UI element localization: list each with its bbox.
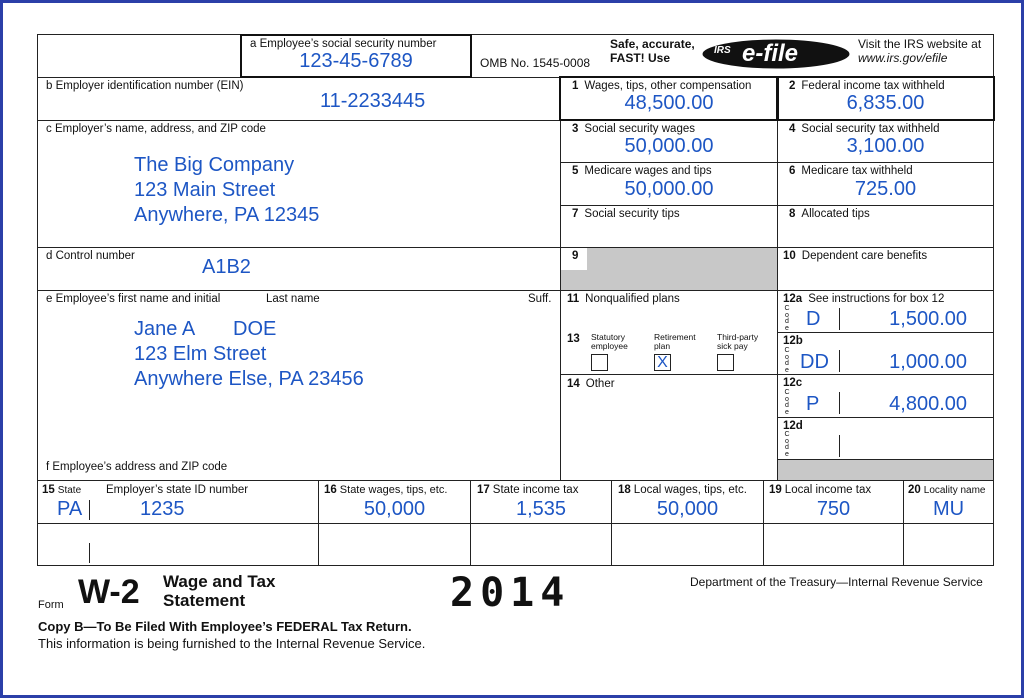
box-2-number: 2 [789, 80, 796, 92]
box-7-text: Social security tips [584, 208, 680, 220]
box-20-label [908, 484, 986, 497]
box-6-label [789, 165, 913, 178]
box-12d-code-label: C o d e [784, 431, 790, 458]
box-13-statutory-label [591, 333, 628, 351]
efile-logo-irs: IRS [714, 45, 731, 56]
box-12a-text: See instructions for box 12 [808, 293, 945, 305]
box-10-label [783, 250, 927, 263]
visit-line-1: Visit the IRS website at [858, 37, 982, 51]
efile-logo-text: e-file [742, 40, 799, 67]
box-5-text: Medicare wages and tips [584, 165, 712, 177]
box-17-number: 17 [477, 484, 490, 496]
box-12c-amount: 4,800.00 [889, 393, 967, 415]
retirement-line-1: Retirement [654, 332, 696, 342]
box-12b-code-label: C o d e [784, 347, 790, 374]
retirement-plan-checkbox[interactable]: X [654, 354, 671, 371]
box-20-text: Locality name [923, 485, 986, 496]
box-1-text: Wages, tips, other compensation [584, 80, 752, 92]
box-16-label [324, 484, 447, 497]
box-19-text: Local income tax [784, 484, 872, 496]
box-6-text: Medicare tax withheld [801, 165, 913, 177]
box-12d-number: 12d [783, 420, 803, 432]
sick-pay-line-1: Third-party [717, 332, 759, 342]
box-3-text: Social security wages [584, 123, 695, 135]
box-18-value: 50,000 [656, 498, 719, 520]
box-5-value: 50,000.00 [624, 178, 714, 200]
box-17-label [477, 484, 578, 497]
box-7-number: 7 [572, 208, 579, 220]
box-1-value: 48,500.00 [624, 92, 714, 114]
box-18-label [618, 484, 747, 497]
box-14-number: 14 [567, 378, 580, 390]
state-id-label: Employer’s state ID number [106, 484, 249, 496]
box-13-retirement-label [654, 333, 696, 351]
efile-logo [700, 37, 852, 71]
visit-link[interactable]: www.irs.gov/efile [858, 51, 948, 65]
box-20-number: 20 [908, 484, 921, 496]
statutory-employee-checkbox[interactable] [591, 354, 608, 371]
box-1-number: 1 [572, 80, 579, 92]
ein-value: 11-2233445 [320, 90, 426, 112]
box-12-shading [778, 460, 993, 480]
box-2-value: 6,835.00 [846, 92, 925, 114]
box-2-text: Federal income tax withheld [801, 80, 945, 92]
employer-street: 123 Main Street [134, 179, 276, 201]
statutory-line-2: employee [591, 341, 628, 351]
third-party-sick-pay-checkbox[interactable] [717, 354, 734, 371]
employee-street: 123 Elm Street [134, 343, 267, 365]
box-10-number: 10 [783, 250, 796, 262]
employee-address-label: f Employee’s address and ZIP code [46, 461, 228, 473]
employer-name: The Big Company [134, 154, 295, 176]
box-12c-number: 12c [783, 377, 803, 389]
box-16-number: 16 [324, 484, 337, 496]
ssn-value: 123-45-6789 [299, 50, 413, 72]
box-19-label [769, 484, 871, 497]
form-word: Form [38, 599, 64, 611]
copy-b-line: Copy B—To Be Filed With Employee’s FEDERAL Tax Return. [38, 619, 412, 634]
box-5-number: 5 [572, 165, 579, 177]
department-line: Department of the Treasury—Internal Revenue Service [690, 575, 983, 589]
box-15-label [42, 484, 81, 497]
statutory-line-1: Statutory [591, 332, 626, 342]
box-12a-code: D [806, 308, 821, 330]
box-12c-code: P [806, 393, 820, 415]
box-9-shading [587, 248, 777, 290]
control-number-label: d Control number [46, 250, 135, 262]
box-12a-label [783, 293, 944, 306]
control-number-value: A1B2 [202, 256, 251, 278]
box-4-number: 4 [789, 123, 796, 135]
box-20-value: MU [932, 498, 965, 520]
box-9-number: 9 [572, 250, 579, 262]
box-11-text: Nonqualified plans [585, 293, 680, 305]
omb-number: OMB No. 1545-0008 [480, 56, 591, 70]
box-5-label [572, 165, 712, 178]
box-8-number: 8 [789, 208, 796, 220]
box-13-sick-pay-label [717, 333, 758, 351]
box-3-value: 50,000.00 [624, 135, 714, 157]
box-7-label [572, 208, 680, 221]
furnished-info-line: This information is being furnished to the Internal Revenue Service. [38, 636, 426, 651]
employee-city: Anywhere Else, PA 23456 [134, 368, 364, 390]
box-14-label [567, 378, 615, 391]
box-12a-amount: 1,500.00 [889, 308, 967, 330]
ein-label: b Employer identification number (EIN) [46, 80, 244, 92]
form-title-line-1: Wage and Tax [163, 572, 276, 591]
box-12b-number: 12b [783, 335, 803, 347]
box-18-number: 18 [618, 484, 631, 496]
box-15-text: State [57, 485, 82, 496]
state-value: PA [57, 498, 83, 520]
box-6-number: 6 [789, 165, 796, 177]
promo-line-1: Safe, accurate, [610, 37, 695, 51]
box-17-value: 1,535 [515, 498, 567, 520]
box-13-number: 13 [567, 333, 580, 345]
box-16-value: 50,000 [363, 498, 426, 520]
sick-pay-line-2: sick pay [717, 341, 748, 351]
box-3-number: 3 [572, 123, 579, 135]
box-14-text: Other [585, 378, 615, 390]
ssn-label: a Employee’s social security number [250, 38, 437, 50]
employee-last-name-label: Last name [266, 293, 320, 305]
box-4-value: 3,100.00 [846, 135, 925, 157]
employer-name-label: c Employer’s name, address, and ZIP code [46, 123, 266, 135]
box-4-text: Social security tax withheld [801, 123, 940, 135]
employee-name-label: e Employee’s first name and initial [46, 293, 221, 305]
promo-line-2: FAST! Use [610, 51, 671, 65]
employee-last-name: DOE [233, 318, 277, 340]
box-8-text: Allocated tips [801, 208, 870, 220]
box-19-number: 19 [769, 484, 782, 496]
box-12c-code-label: C o d e [784, 389, 790, 416]
employer-city: Anywhere, PA 12345 [134, 204, 320, 226]
box-9-shading-lower [561, 270, 587, 290]
box-18-text: Local wages, tips, etc. [633, 484, 747, 496]
tax-year: 2014 [450, 570, 571, 616]
box-11-number: 11 [567, 293, 580, 305]
box-16-text: State wages, tips, etc. [339, 484, 448, 496]
retirement-line-2: plan [654, 341, 671, 351]
box-12b-code: DD [800, 351, 829, 373]
box-17-text: State income tax [492, 484, 579, 496]
box-12a-number: 12a [783, 293, 803, 305]
box-19-value: 750 [816, 498, 851, 520]
box-15-number: 15 [42, 484, 55, 496]
form-name: W-2 [78, 573, 140, 611]
employee-first-name: Jane A [134, 318, 196, 340]
box-12b-amount: 1,000.00 [889, 351, 967, 373]
box-6-value: 725.00 [854, 178, 917, 200]
box-12a-code-label: C o d e [784, 305, 790, 332]
box-11-label [567, 293, 680, 306]
box-8-label [789, 208, 870, 221]
box-10-text: Dependent care benefits [801, 250, 928, 262]
state-id-value: 1235 [140, 498, 185, 520]
form-title-line-2: Statement [163, 591, 246, 610]
employee-suffix-label: Suff. [528, 293, 552, 305]
